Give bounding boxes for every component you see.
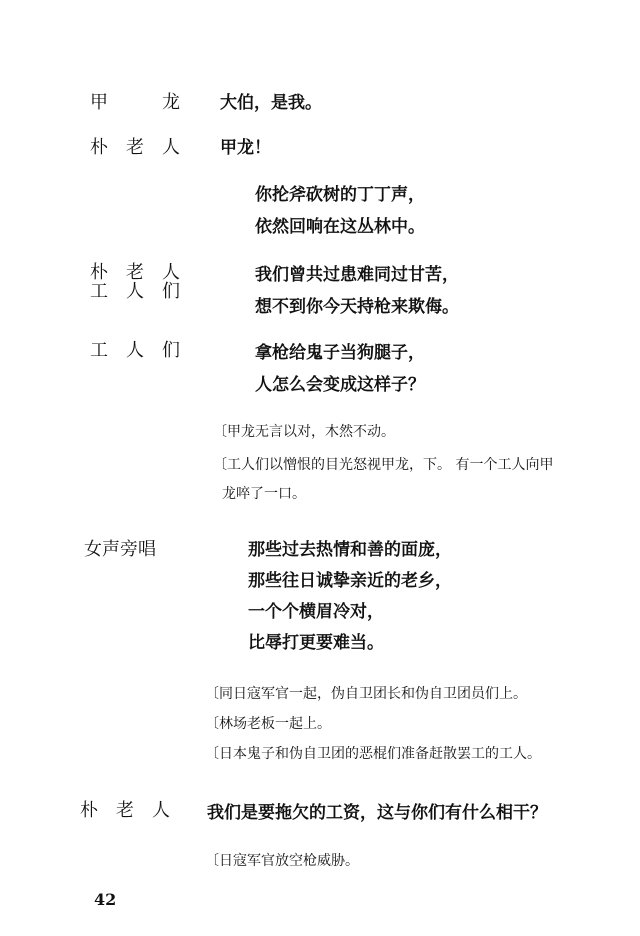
verse-line: 我们曾共过患难同过甘苦， — [255, 265, 459, 285]
speaker-label: 朴 老 人 — [90, 262, 180, 283]
dialogue-line: 甲龙！ — [220, 138, 271, 158]
stage-direction: 〔日寇军官放空枪威胁。 — [205, 853, 359, 869]
verse-line: 依然回响在这丛林中。 — [255, 217, 425, 237]
speaker-label: 朴 老 人 — [80, 800, 170, 821]
stage-direction: 龙啐了一口。 — [222, 486, 306, 502]
stage-direction: 〔日本鬼子和伪自卫团的恶棍们准备赶散罢工的工人。 — [205, 746, 541, 762]
verse-line: 那些过去热情和善的面庞， — [248, 540, 452, 560]
verse-line: 想不到你今天持枪来欺侮。 — [255, 297, 459, 317]
verse-line: 人怎么会变成这样子？ — [255, 375, 425, 395]
speaker-label: 甲 龙 — [90, 92, 180, 113]
page-number: 42 — [94, 890, 117, 909]
stage-direction: 〔同日寇军官一起，伪自卫团长和伪自卫团员们上。 — [205, 686, 527, 702]
verse-line: 一个个横眉冷对， — [248, 602, 384, 622]
speaker-label: 工 人 们 — [90, 340, 180, 361]
speaker-label: 女声旁唱 — [84, 539, 156, 560]
stage-direction: 〔甲龙无言以对，木然不动。 — [213, 424, 395, 440]
speaker-label: 朴 老 人 — [90, 137, 180, 158]
verse-line: 比辱打更要难当。 — [248, 633, 384, 653]
verse-line: 那些往日诚挚亲近的老乡， — [248, 571, 452, 591]
speaker-label: 工 人 们 — [90, 281, 180, 302]
dialogue-line: 我们是要拖欠的工资，这与你们有什么相干？ — [207, 803, 547, 823]
verse-line: 你抡斧砍树的丁丁声， — [255, 185, 425, 205]
verse-line: 拿枪给鬼子当狗腿子， — [255, 343, 425, 363]
stage-direction: 〔林场老板一起上。 — [205, 716, 331, 732]
stage-direction: 〔工人们以憎恨的目光怒视甲龙，下。 有一个工人向甲 — [213, 457, 554, 473]
dialogue-line: 大伯，是我。 — [220, 93, 322, 113]
